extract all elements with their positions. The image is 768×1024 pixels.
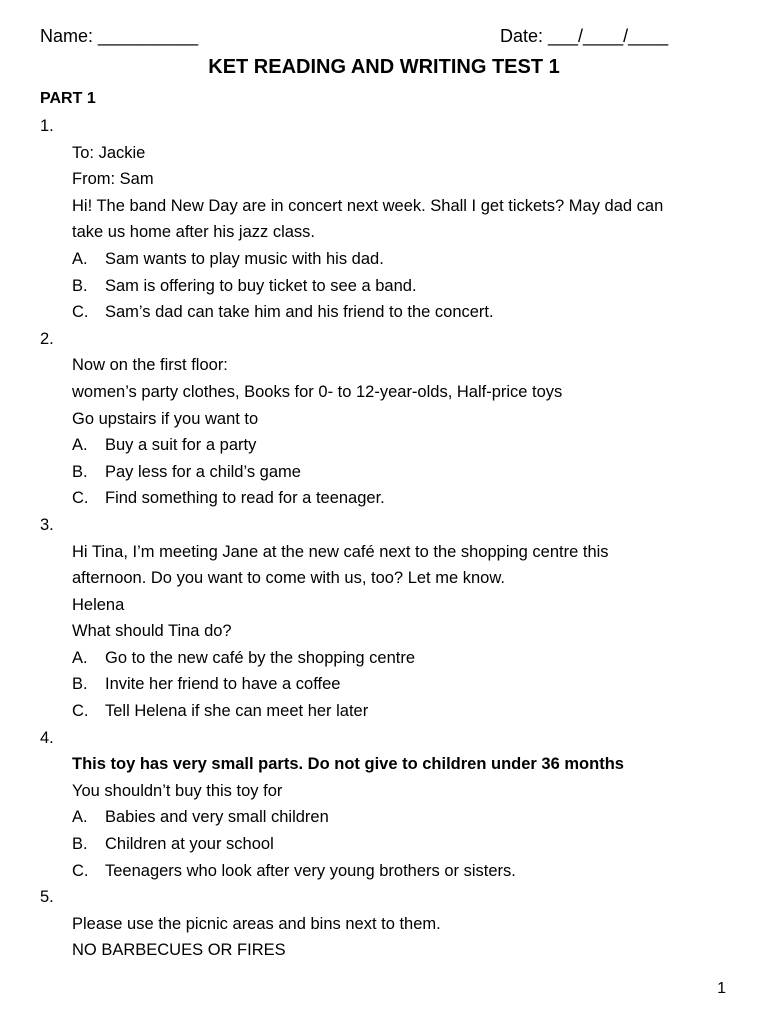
- answer-option: [40, 645, 740, 672]
- page-title: KET READING AND WRITING TEST 1: [208, 56, 560, 78]
- question-text: What should Tina do?: [72, 622, 232, 641]
- option-text: Pay less for a child’s game: [105, 462, 301, 481]
- question-text: From: Sam: [72, 170, 154, 189]
- question-text: To: Jackie: [72, 143, 146, 162]
- option-letter: A.: [72, 436, 88, 455]
- question-text: Hi! The band New Day are in concert next week. Shall I get tickets? May dad can: [72, 196, 664, 215]
- part-heading: PART 1: [40, 90, 96, 107]
- page-number: 1: [717, 980, 726, 997]
- answer-option: [40, 432, 740, 459]
- option-letter: A.: [72, 808, 88, 827]
- option-letter: A.: [72, 648, 88, 667]
- question-text: You shouldn’t buy this toy for: [72, 781, 283, 800]
- answer-option: [40, 246, 740, 273]
- option-text: Children at your school: [105, 835, 274, 854]
- question-text: Helena: [72, 595, 125, 614]
- option-letter: B.: [72, 675, 88, 694]
- question-text: Now on the first floor:: [72, 356, 228, 375]
- question-number: 1.: [40, 117, 54, 135]
- option-letter: B.: [72, 462, 88, 481]
- question-number: 4.: [40, 728, 54, 747]
- answer-option: [40, 671, 740, 698]
- option-text: Babies and very small children: [105, 808, 329, 827]
- question-text: Go upstairs if you want to: [72, 409, 259, 428]
- option-letter: A.: [72, 249, 88, 268]
- answer-option: [40, 299, 740, 326]
- question-number: 2.: [40, 329, 54, 348]
- option-letter: B.: [72, 835, 88, 854]
- option-letter: C.: [72, 303, 89, 322]
- question-text: Hi Tina, I’m meeting Jane at the new café next to the shopping centre this: [72, 542, 609, 561]
- option-letter: C.: [72, 861, 89, 880]
- answer-option: [40, 804, 740, 831]
- option-text: Teenagers who look after very young brothers or sisters.: [105, 861, 516, 880]
- option-letter: B.: [72, 276, 88, 295]
- option-text: Find something to read for a teenager.: [105, 489, 385, 508]
- option-text: Tell Helena if she can meet her later: [105, 702, 369, 721]
- option-letter: C.: [72, 702, 89, 721]
- question-text: afternoon. Do you want to come with us, too? Let me know.: [72, 569, 505, 588]
- answer-option: [40, 858, 740, 885]
- answer-option: [40, 831, 740, 858]
- question-text: NO BARBECUES OR FIRES: [72, 941, 286, 960]
- question-text: take us home after his jazz class.: [72, 223, 316, 242]
- question-number: 5.: [40, 888, 54, 907]
- question-number: 3.: [40, 515, 54, 534]
- notice-text: This toy has very small parts. Do not give to children under 36 months: [72, 755, 624, 774]
- questions-content: [40, 113, 740, 964]
- option-text: Buy a suit for a party: [105, 436, 257, 455]
- question-text: women’s party clothes, Books for 0- to 12-year-olds, Half-price toys: [72, 382, 563, 401]
- date-field-label: Date: ___/____/____: [500, 26, 669, 46]
- option-text: Sam’s dad can take him and his friend to the concert.: [105, 303, 494, 322]
- answer-option: [40, 273, 740, 300]
- answer-option: [40, 459, 740, 486]
- option-text: Sam wants to play music with his dad.: [105, 249, 384, 268]
- option-letter: C.: [72, 489, 89, 508]
- header-row: [40, 26, 692, 52]
- answer-option: [40, 485, 740, 512]
- name-field-label: Name: __________: [40, 26, 199, 46]
- option-text: Sam is offering to buy ticket to see a band.: [105, 276, 417, 295]
- answer-option: [40, 698, 740, 725]
- question-text: Please use the picnic areas and bins next to them.: [72, 914, 441, 933]
- option-text: Invite her friend to have a coffee: [105, 675, 341, 694]
- option-text: Go to the new café by the shopping centre: [105, 648, 416, 667]
